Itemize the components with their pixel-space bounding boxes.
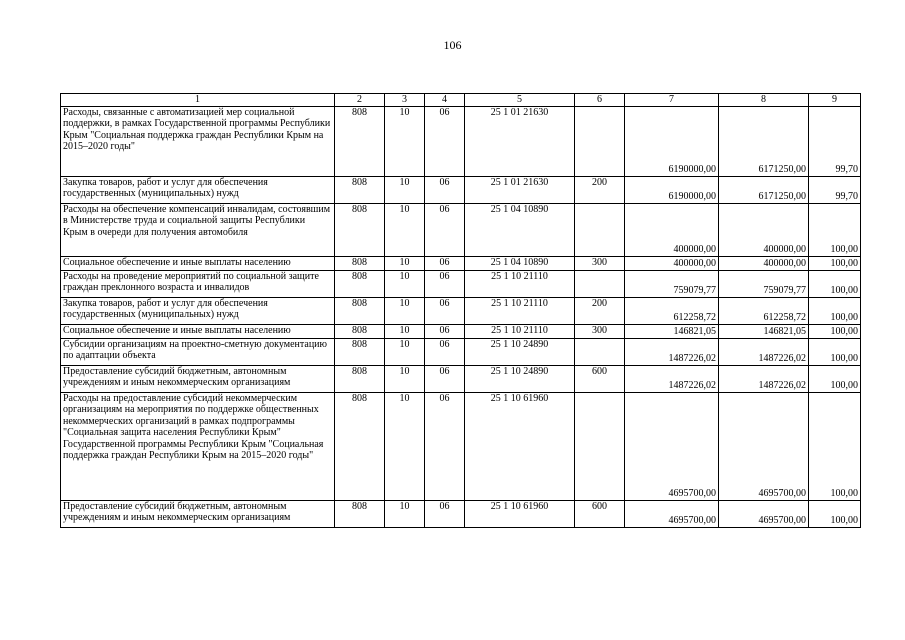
cell-c9: 99,70 (809, 106, 861, 176)
cell-c9: 100,00 (809, 270, 861, 297)
cell-c9: 100,00 (809, 338, 861, 365)
cell-c7: 1487226,02 (625, 338, 719, 365)
col-header-5: 5 (465, 94, 575, 107)
cell-c3: 10 (385, 256, 425, 270)
cell-c7: 146821,05 (625, 324, 719, 338)
budget-table (60, 93, 861, 528)
cell-c3: 10 (385, 500, 425, 527)
cell-c8: 759079,77 (719, 270, 809, 297)
cell-c5: 25 1 04 10890 (465, 203, 575, 256)
cell-c5: 25 1 10 24890 (465, 338, 575, 365)
cell-c3: 10 (385, 392, 425, 500)
cell-c6: 300 (575, 256, 625, 270)
cell-c6 (575, 392, 625, 500)
table-row (61, 176, 861, 203)
table-row (61, 338, 861, 365)
cell-c7: 759079,77 (625, 270, 719, 297)
cell-c3: 10 (385, 365, 425, 392)
row-name: Расходы на обеспечение компенсаций инвалидам, состоявшим в Министерстве труда и социальной защиты Республики Крым в очереди для получения автомобиля (61, 203, 335, 256)
cell-c8: 612258,72 (719, 297, 809, 324)
cell-c5: 25 1 10 21110 (465, 297, 575, 324)
cell-c5: 25 1 04 10890 (465, 256, 575, 270)
col-header-9: 9 (809, 94, 861, 107)
cell-c6: 300 (575, 324, 625, 338)
cell-c6: 200 (575, 176, 625, 203)
row-name: Предоставление субсидий бюджетным, автономным учреждениям и иным некоммерческим организациям (61, 365, 335, 392)
cell-c9: 100,00 (809, 256, 861, 270)
cell-c8: 1487226,02 (719, 338, 809, 365)
cell-c7: 6190000,00 (625, 176, 719, 203)
cell-c4: 06 (425, 500, 465, 527)
cell-c8: 6171250,00 (719, 106, 809, 176)
col-header-4: 4 (425, 94, 465, 107)
cell-c8: 4695700,00 (719, 500, 809, 527)
cell-c2: 808 (335, 392, 385, 500)
cell-c2: 808 (335, 256, 385, 270)
row-name: Расходы на проведение мероприятий по социальной защите граждан преклонного возраста и инвалидов (61, 270, 335, 297)
cell-c6: 600 (575, 500, 625, 527)
cell-c4: 06 (425, 324, 465, 338)
col-header-3: 3 (385, 94, 425, 107)
table-row (61, 256, 861, 270)
cell-c4: 06 (425, 392, 465, 500)
table-row (61, 365, 861, 392)
cell-c2: 808 (335, 297, 385, 324)
table-row (61, 297, 861, 324)
cell-c8: 400000,00 (719, 256, 809, 270)
cell-c6 (575, 203, 625, 256)
cell-c5: 25 1 10 61960 (465, 500, 575, 527)
table-row (61, 106, 861, 176)
row-name: Расходы, связанные с автоматизацией мер социальной поддержки, в рамках Государственной программы Республики Крым "Социальная поддержка граждан Республики Крым на 2015–2020 годы" (61, 106, 335, 176)
row-name: Предоставление субсидий бюджетным, автономным учреждениям и иным некоммерческим организациям (61, 500, 335, 527)
cell-c2: 808 (335, 203, 385, 256)
row-name: Закупка товаров, работ и услуг для обеспечения государственных (муниципальных) нужд (61, 297, 335, 324)
cell-c7: 1487226,02 (625, 365, 719, 392)
cell-c4: 06 (425, 297, 465, 324)
cell-c3: 10 (385, 106, 425, 176)
col-header-7: 7 (625, 94, 719, 107)
col-header-1: 1 (61, 94, 335, 107)
table-row (61, 500, 861, 527)
row-name: Закупка товаров, работ и услуг для обеспечения государственных (муниципальных) нужд (61, 176, 335, 203)
cell-c2: 808 (335, 338, 385, 365)
cell-c2: 808 (335, 365, 385, 392)
cell-c9: 100,00 (809, 365, 861, 392)
cell-c6 (575, 270, 625, 297)
cell-c4: 06 (425, 106, 465, 176)
cell-c6: 600 (575, 365, 625, 392)
cell-c9: 100,00 (809, 392, 861, 500)
row-name: Социальное обеспечение и иные выплаты населению (61, 256, 335, 270)
cell-c3: 10 (385, 203, 425, 256)
cell-c8: 400000,00 (719, 203, 809, 256)
cell-c5: 25 1 10 21110 (465, 270, 575, 297)
cell-c6: 200 (575, 297, 625, 324)
cell-c4: 06 (425, 338, 465, 365)
cell-c4: 06 (425, 365, 465, 392)
cell-c5: 25 1 10 61960 (465, 392, 575, 500)
page-number: 106 (443, 38, 462, 52)
table-row (61, 203, 861, 256)
cell-c3: 10 (385, 297, 425, 324)
cell-c5: 25 1 10 24890 (465, 365, 575, 392)
cell-c8: 4695700,00 (719, 392, 809, 500)
row-name: Социальное обеспечение и иные выплаты населению (61, 324, 335, 338)
cell-c9: 100,00 (809, 297, 861, 324)
cell-c5: 25 1 01 21630 (465, 106, 575, 176)
cell-c7: 400000,00 (625, 203, 719, 256)
cell-c7: 612258,72 (625, 297, 719, 324)
row-name: Субсидии организациям на проектно-сметную документацию по адаптации объекта (61, 338, 335, 365)
cell-c8: 146821,05 (719, 324, 809, 338)
cell-c2: 808 (335, 176, 385, 203)
cell-c4: 06 (425, 176, 465, 203)
cell-c8: 1487226,02 (719, 365, 809, 392)
cell-c4: 06 (425, 256, 465, 270)
cell-c9: 100,00 (809, 500, 861, 527)
cell-c2: 808 (335, 106, 385, 176)
cell-c3: 10 (385, 338, 425, 365)
cell-c5: 25 1 01 21630 (465, 176, 575, 203)
cell-c3: 10 (385, 176, 425, 203)
cell-c5: 25 1 10 21110 (465, 324, 575, 338)
col-header-2: 2 (335, 94, 385, 107)
cell-c9: 100,00 (809, 203, 861, 256)
cell-c2: 808 (335, 500, 385, 527)
cell-c7: 400000,00 (625, 256, 719, 270)
cell-c6 (575, 106, 625, 176)
cell-c9: 99,70 (809, 176, 861, 203)
cell-c3: 10 (385, 324, 425, 338)
cell-c4: 06 (425, 270, 465, 297)
cell-c2: 808 (335, 324, 385, 338)
cell-c7: 4695700,00 (625, 392, 719, 500)
table-row (61, 270, 861, 297)
table-row (61, 324, 861, 338)
cell-c3: 10 (385, 270, 425, 297)
cell-c4: 06 (425, 203, 465, 256)
table-row (61, 392, 861, 500)
col-header-8: 8 (719, 94, 809, 107)
cell-c7: 6190000,00 (625, 106, 719, 176)
col-header-6: 6 (575, 94, 625, 107)
cell-c2: 808 (335, 270, 385, 297)
cell-c8: 6171250,00 (719, 176, 809, 203)
cell-c7: 4695700,00 (625, 500, 719, 527)
row-name: Расходы на предоставление субсидий некоммерческим организациям на мероприятия по поддержке общественных некоммерческих организаций в рамках подпрограммы "Социальная защита населения Республики Крым" Государственной программы Республики Крым "Социальная поддержка граждан Республики Крым на 2015–2020 годы" (61, 392, 335, 500)
header-row (61, 94, 861, 107)
cell-c9: 100,00 (809, 324, 861, 338)
cell-c6 (575, 338, 625, 365)
